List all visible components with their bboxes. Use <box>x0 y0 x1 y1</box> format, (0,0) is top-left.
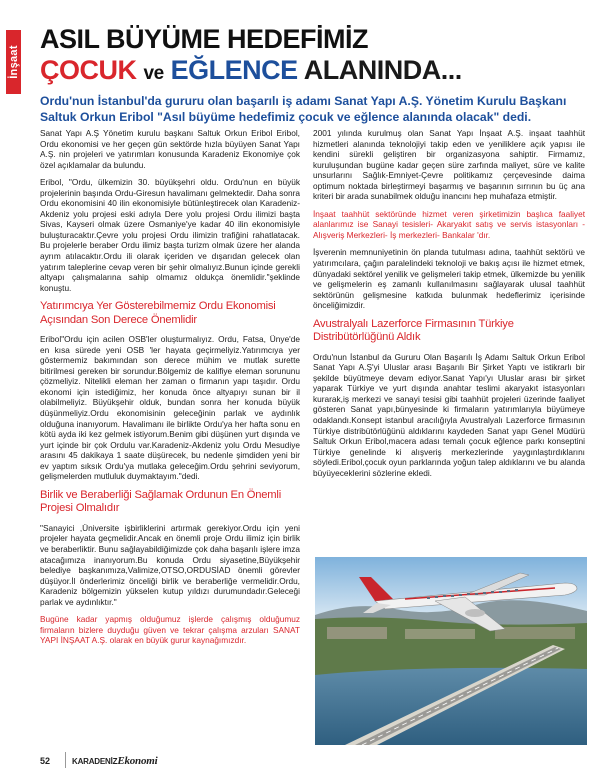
brand-main: KARADENİZ <box>72 757 118 766</box>
right-paragraph-4: Ordu'nun İstanbul da Gururu Olan Başarılı İş Adamı Saltuk Orkun Eribol Sanat Yapı A.Ş'yi Uluslar arası Başarılı Bir Şirket Yaptı ve istikrarlı bir şekilde büyütmeye devam ediyor.Sanat Yapı'yı Uluslar arası bir şirket yaparak Türkiye ve yurt dışında anahtar teslimi akaryakıt istasyonları kurarak,iş merkezi ve sanayi tesisi gibi taahhüt projeleri üzerinde faaliyet gösteren Sanat yapı,bünyesinde ki firmaların yatırımlarıyla büyümeye odaklandı.Konsept istanbul aracılığıyla Avustralyalı Lazerforce firmasının Türkiye distribütörlüğünü aldıklarını kaydeden Sanat yapı Genel Müdürü Saltuk Orkun Eribol,macera adası temalı çocuk eğlence parkı konseptini Türkiye genelinde ki alışveriş merkezlerinde yaygınlaştırdıklarını söyledi.Eribol,çocuk oyun parklarında yoğun talep aldıklarını ve bu alanda büyüyeceklerini sözlerine ekledi. <box>313 351 585 478</box>
left-paragraph-2: Eribol, "Ordu, ülkemizin 30. büyükşehri oldu. Ordu'nun en büyük projelerinin başında Ordu-Giresun havalimanı gelmektedir. Daha sonra Ordu ekonomisini 40 ilin ekonomisiyle bütünleştirecek olan Karadeniz-Akdeniz yolu projesi eski adıyla Dere yolu projesi Ordu ilimizi başta Sivas, Kayseri olmak üzere Osmaniye'ye kadar 40 ilin ekonomisiyle buluşturacaktır.Çevre yolu projesi Ordu ilimizin trafiğini rahatlatacak. Bu projelerle beraber Ordu ilimiz başta turizm olmak üzere her alanda ayrım atılacaktır.Ordu ili olarak içeriden ve dışarıdan gelecek olan yatırım taleplerine cevap veren bir şehir olmalıyız.Bunun içinde gerekli altyapı çalışmalarına sahip olmamız oldukça önemlidir."şeklinde konuştu. <box>40 177 300 293</box>
title-word-alaninda: ALANINDA... <box>303 55 462 85</box>
right-column <box>313 128 585 485</box>
title-line-2 <box>40 55 480 89</box>
title-word-cocuk: ÇOCUK <box>40 55 137 85</box>
magazine-brand <box>72 755 157 767</box>
article-title <box>40 24 480 89</box>
title-word-ve: ve <box>143 63 164 84</box>
title-word-eglence: EĞLENCE <box>170 55 298 85</box>
right-paragraph-3: İşverenin memnuniyetinin ön planda tutulması adına, taahhüt sektörü ve yatırımcılara, çağın paralelindeki teknoloji ve bakış açısı ile hizmet etmek, dünyadaki sektörel yenilik ve gelişmeleri takip etmek, ülkemizde bu yenilik ve gelişmelerin eş zamanlı kullanılmasını sağlayarak ulusal taahhüt sektörünün gelişmesine katkıda bulunmak hedeflerimiz içerisinde önceliğimizdir. <box>313 247 585 311</box>
left-column <box>40 128 300 653</box>
title-line-1: ASIL BÜYÜME HEDEFİMİZ <box>40 24 369 54</box>
page-number: 52 <box>40 756 51 766</box>
left-subheading-2: Birlik ve Beraberliği Sağlamak Ordunun En Önemli Projesi Olmalıdır <box>40 488 281 515</box>
right-paragraph-2: İnşaat taahhüt sektöründe hizmet veren şirketimizin başlıca faaliyet alanlarımız ise Sanayi tesisleri- Akaryakıt satış ve servis istasyonları - Alışveriş Merkezleri- İş merkezleri- Bankalar 'dır. <box>313 208 585 240</box>
airport-coast-image <box>315 557 587 745</box>
brand-script: Ekonomi <box>117 755 158 767</box>
page-footer <box>40 752 240 772</box>
left-subheading-1: Yatırımcıya Yer Gösterebilmemiz Ordu Ekonomisi Açısından Son Derece Önemlidir <box>40 300 276 326</box>
left-paragraph-3: Eribol"Ordu için acilen OSB'ler oluşturmalıyız. Ordu, Fatsa, Ünye'de en kısa sürede yeni OSB 'ler hayata geçirmeliyiz.Yatırımcıya yer göstermemiz bakımından son derece mühim ve mutlak surette bitirilmesi gereken bir sorundur.Bölgemiz de kalifiye eleman sorununu çözmeliyiz. Nitelikli eleman her zaman o firmanın yapı taşıdır. Ordu ekonomi için istediğimiz, her konuda önce altyapıyı sunan bir il olabilmeliyiz. Büyükşehir olduk, bundan sonra her konuda büyük düşünmeliyiz.Ordu ekonomisinin geleceğinin parlak ve aydınlık olduğuna inanıyorum. Havalimanı ile birlikte Ordu'ya her hafta sonu en kötü ayda iki kez gelmek istiyorum.Benim gibi düşünen yurt dışında ve yurt içinde bir çok Ordulu var.Karadeniz-Akdeniz yolu Ordu Mesudiye arasını 45 dakikaya 1 saate düşürecek, bu nedenle şimdiden yeni bir ev yaptım sıksık Ordu'ya mutlaka geleceğim.Ordu şehrini seviyorum, gelişmelerden mutluluk duymaktayım."dedi. <box>40 334 300 482</box>
article-lead: Ordu'nun İstanbul'da gururu olan başarılı iş adamı Sanat Yapı A.Ş. Yönetim Kurulu Başkanı Saltuk Orkun Eribol "Asıl büyüme hedefimiz çocuk ve eğlence alanında olacak" dedi. <box>40 94 567 124</box>
right-subheading-1: Avustralyalı Lazerforce Firmasının Türkiye Distribütörlüğünü Aldık <box>313 317 514 344</box>
section-tab-label: İnşaat <box>7 45 20 79</box>
airplane-photo <box>315 557 587 745</box>
section-tab <box>6 30 21 94</box>
left-paragraph-1: Sanat Yapı A.Ş Yönetim kurulu başkanı Saltuk Orkun Eribol Eribol, Ordu ekonomisi ve her geçen gün sektörde hızla büyüyen Sanat Yapı A.Ş. nin projeleri ve yatırımları konusunda Karadeniz Ekonomiye çok özel açıklamalar da bulundu. <box>40 128 300 170</box>
right-paragraph-1: 2001 yılında kurulmuş olan Sanat Yapı İnşaat A.Ş. inşaat taahhüt hizmetleri alanında teknolojiyi takip eden ve yeniliklere açık yapısı ile kendini sürekli geliştiren bir organizasyona sahiptir. Firmamız, kuruluşundan bugüne kadar geçen süre zarfında maliyet, süre ve kalite unsurlarını Sağlık-Emniyet-Çevre politikamız çerçevesinde daima optimum noktada birleştirmeyi başarmış ve başarının sırrının bu üç ana kriteri bir arada sunabilmek olduğu inancını hep muhafaza etmiştir. <box>313 128 585 202</box>
footer-divider <box>65 752 66 768</box>
left-paragraph-4: "Sanayici ,Üniversite işbirliklerini artırmak gerekiyor.Ordu için yeni projeler hayata geçmelidir.Ancak en önemli proje Ordu ilimiz için birlik ve beraberliktir. Bunu sağlayabildiğimizde çok daha başarılı işlere imza atacağımıza inanıyorum.Bu konuda Ordu siyasetine,Büyükşehir belediye başkanımıza,Valimize,OTSO,ORDUSİAD önemli görevler düşüyor.İl önderlerimiz önceliği birlik ve beraberliğe vermelidir.Ordu, Karadeniz bölgemizin yükselen kutup yıldızı durumundadır.Geleceği parlak ve aydınlıktır." <box>40 522 300 607</box>
left-paragraph-5: Bugüne kadar yapmış olduğumuz işlerde çalışmış olduğumuz firmaların bizlere duyduğu güven ve tekrar çalışma arzuları SANAT YAPI İNŞAAT A.Ş. olarak en büyük gurur kaynağımızdır. <box>40 614 300 646</box>
